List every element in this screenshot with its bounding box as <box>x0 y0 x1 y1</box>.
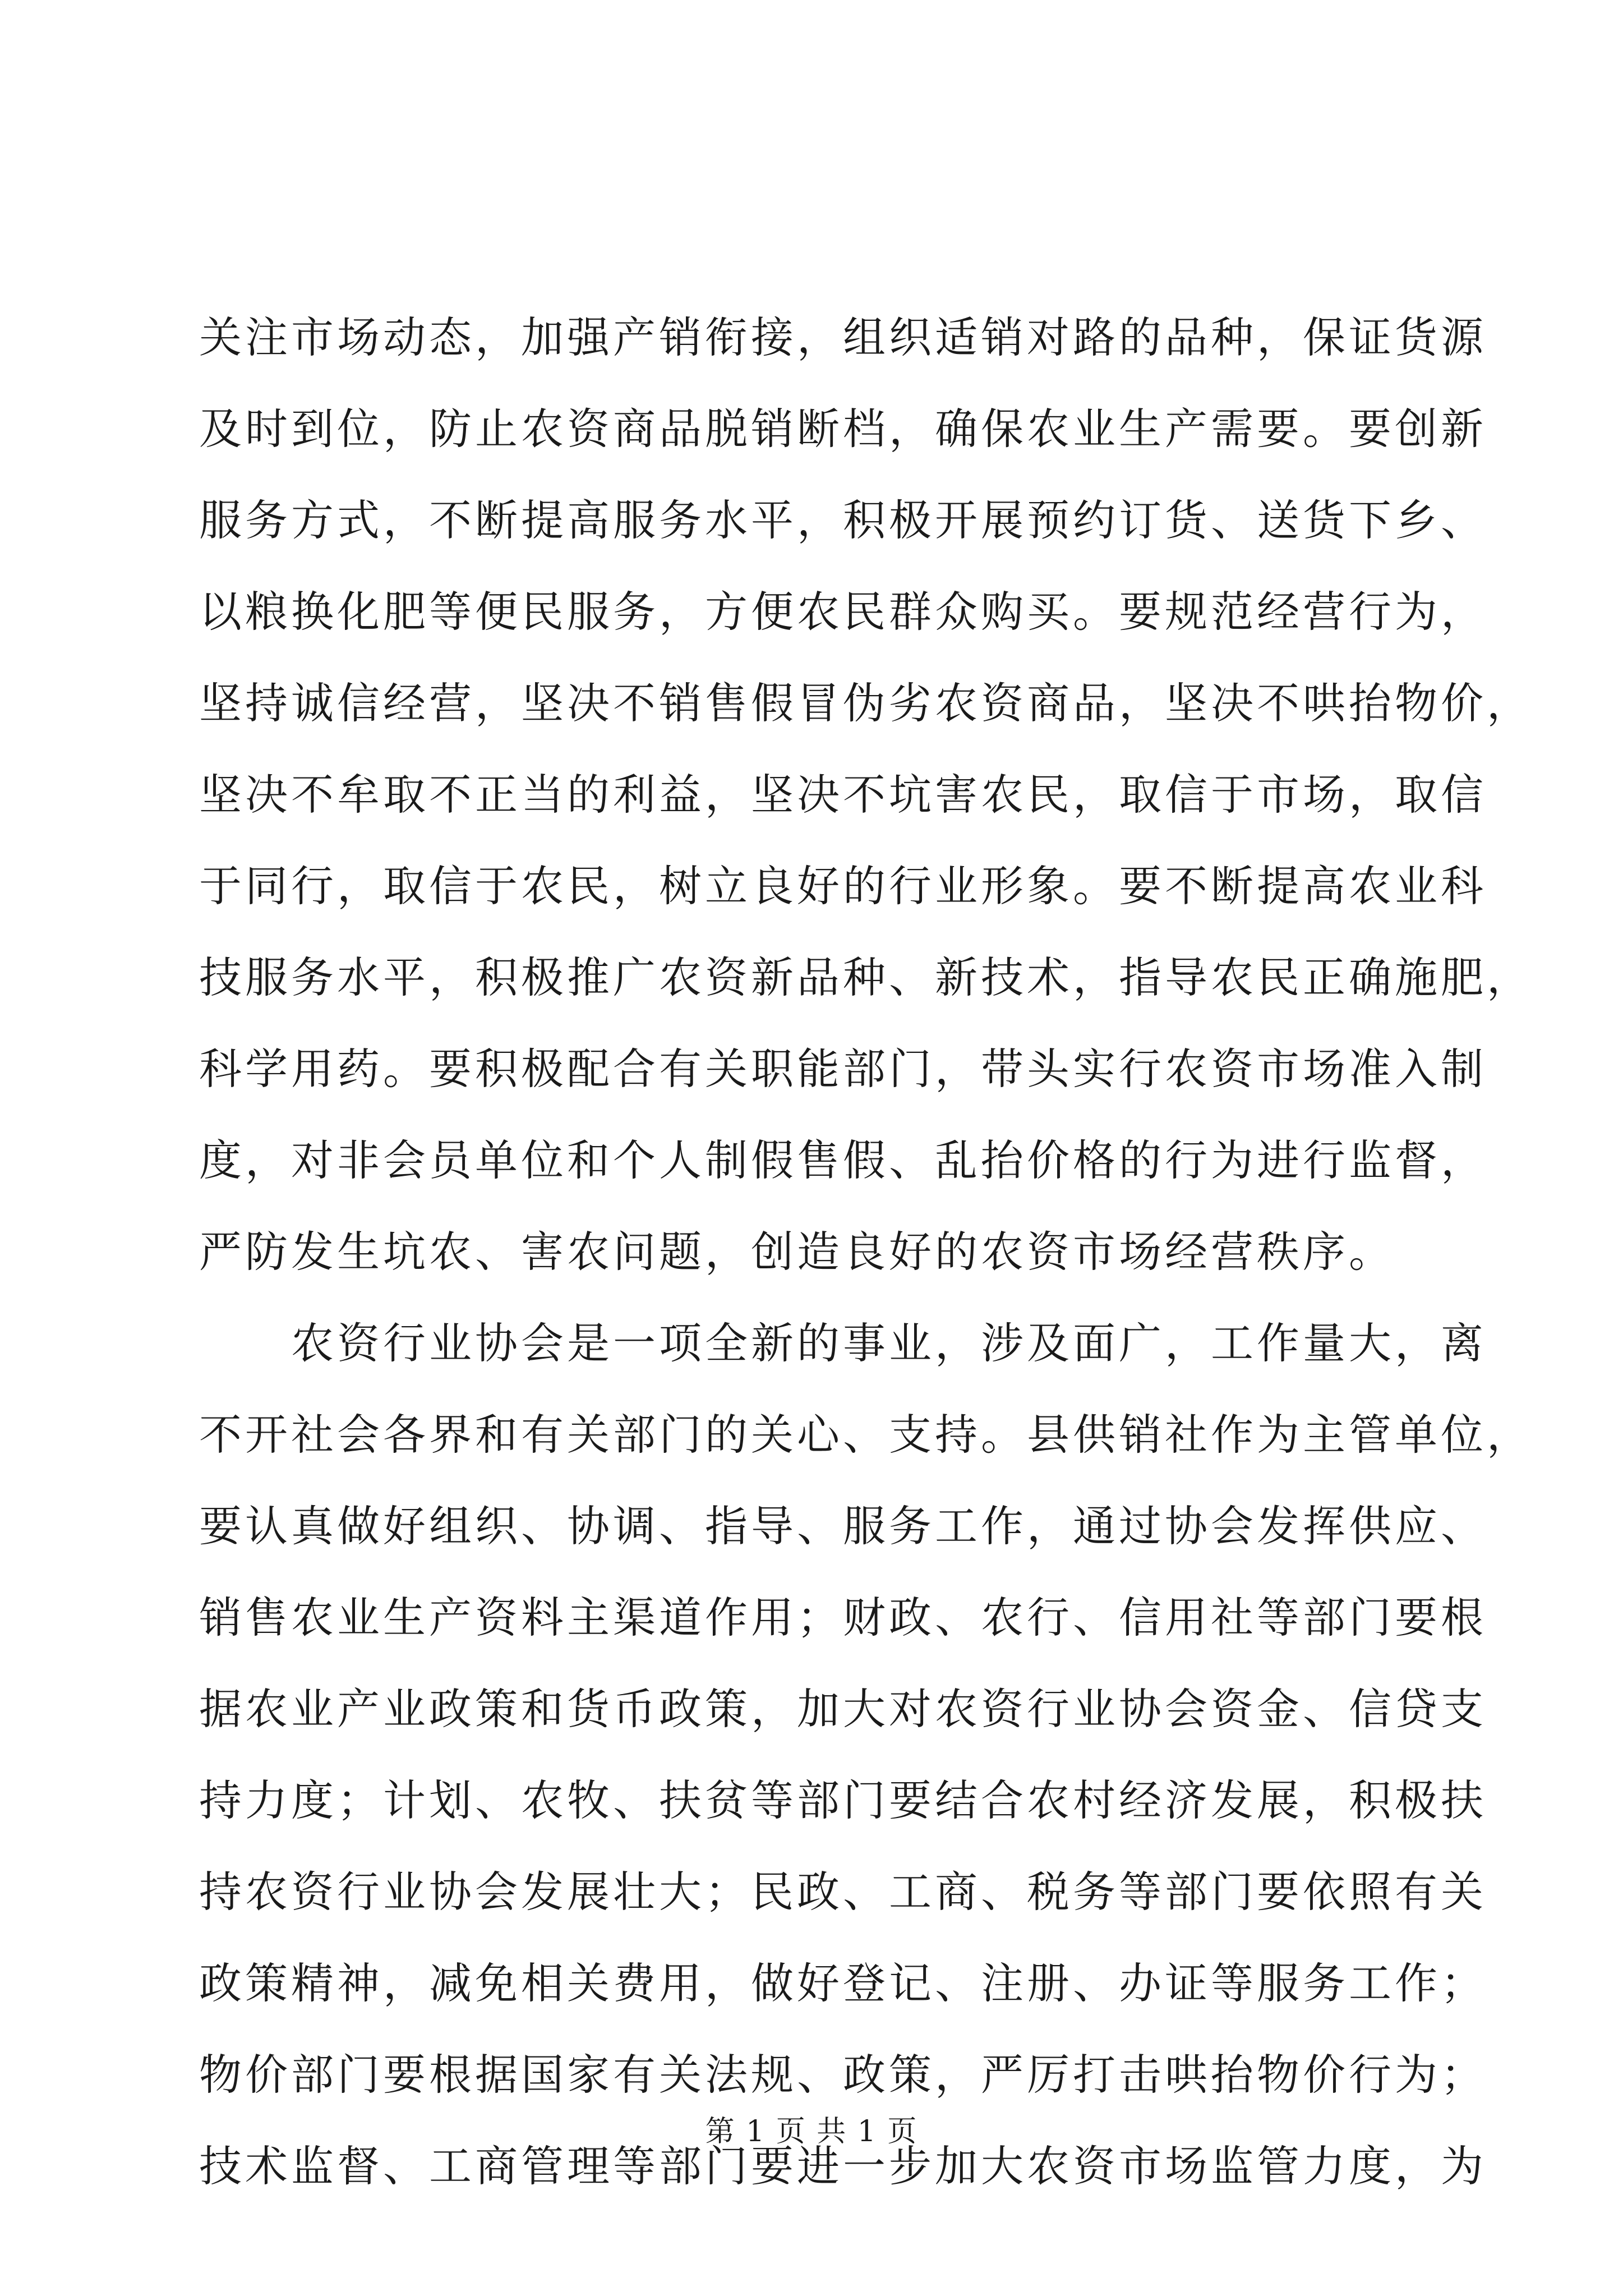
text-line: 于同行，取信于农民，树立良好的行业形象。要不断提高农业科 <box>199 861 1487 911</box>
text-line: 技服务水平，积极推广农资新品种、新技术，指导农民正确施肥， <box>199 953 1533 1002</box>
text-line: 农资行业协会是一项全新的事业，涉及面广，工作量大，离 <box>199 1318 1487 1368</box>
text-line: 要认真做好组织、协调、指导、服务工作，通过协会发挥供应、 <box>199 1501 1487 1551</box>
text-line: 以粮换化肥等便民服务，方便农民群众购买。要规范经营行为， <box>199 587 1487 637</box>
text-line: 持力度；计划、农牧、扶贫等部门要结合农村经济发展，积极扶 <box>199 1775 1487 1825</box>
text-line: 服务方式，不断提高服务水平，积极开展预约订货、送货下乡、 <box>199 495 1487 545</box>
text-line: 据农业产业政策和货币政策，加大对农资行业协会资金、信贷支 <box>199 1684 1487 1734</box>
text-line: 坚决不牟取不正当的利益，坚决不坑害农民，取信于市场，取信 <box>199 770 1487 820</box>
text-line: 不开社会各界和有关部门的关心、支持。县供销社作为主管单位， <box>199 1410 1533 1460</box>
text-line: 及时到位，防止农资商品脱销断档，确保农业生产需要。要创新 <box>199 404 1487 454</box>
text-line: 严防发生坑农、害农问题，创造良好的农资市场经营秩序。 <box>199 1227 1395 1277</box>
text-line: 关注市场动态，加强产销衔接，组织适销对路的品种，保证货源 <box>199 312 1487 362</box>
page-footer <box>0 2109 1623 2154</box>
text-line: 销售农业生产资料主渠道作用；财政、农行、信用社等部门要根 <box>199 1593 1487 1642</box>
page-number-label: 第 1 页 共 1 页 <box>705 2115 918 2148</box>
text-line: 坚持诚信经营，坚决不销售假冒伪劣农资商品，坚决不哄抬物价， <box>199 678 1533 728</box>
text-line: 科学用药。要积极配合有关职能部门，带头实行农资市场准入制 <box>199 1044 1487 1094</box>
text-line: 持农资行业协会发展壮大；民政、工商、税务等部门要依照有关 <box>199 1867 1487 1917</box>
text-line: 技术监督、工商管理等部门要进一步加大农资市场监管力度，为 <box>199 2141 1487 2191</box>
text-line: 度，对非会员单位和个人制假售假、乱抬价格的行为进行监督， <box>199 1135 1487 1185</box>
text-line: 政策精神，减免相关费用，做好登记、注册、办证等服务工作； <box>199 1958 1487 2008</box>
text-line: 物价部门要根据国家有关法规、政策，严厉打击哄抬物价行为； <box>199 2050 1487 2100</box>
document-body <box>199 292 1533 2212</box>
